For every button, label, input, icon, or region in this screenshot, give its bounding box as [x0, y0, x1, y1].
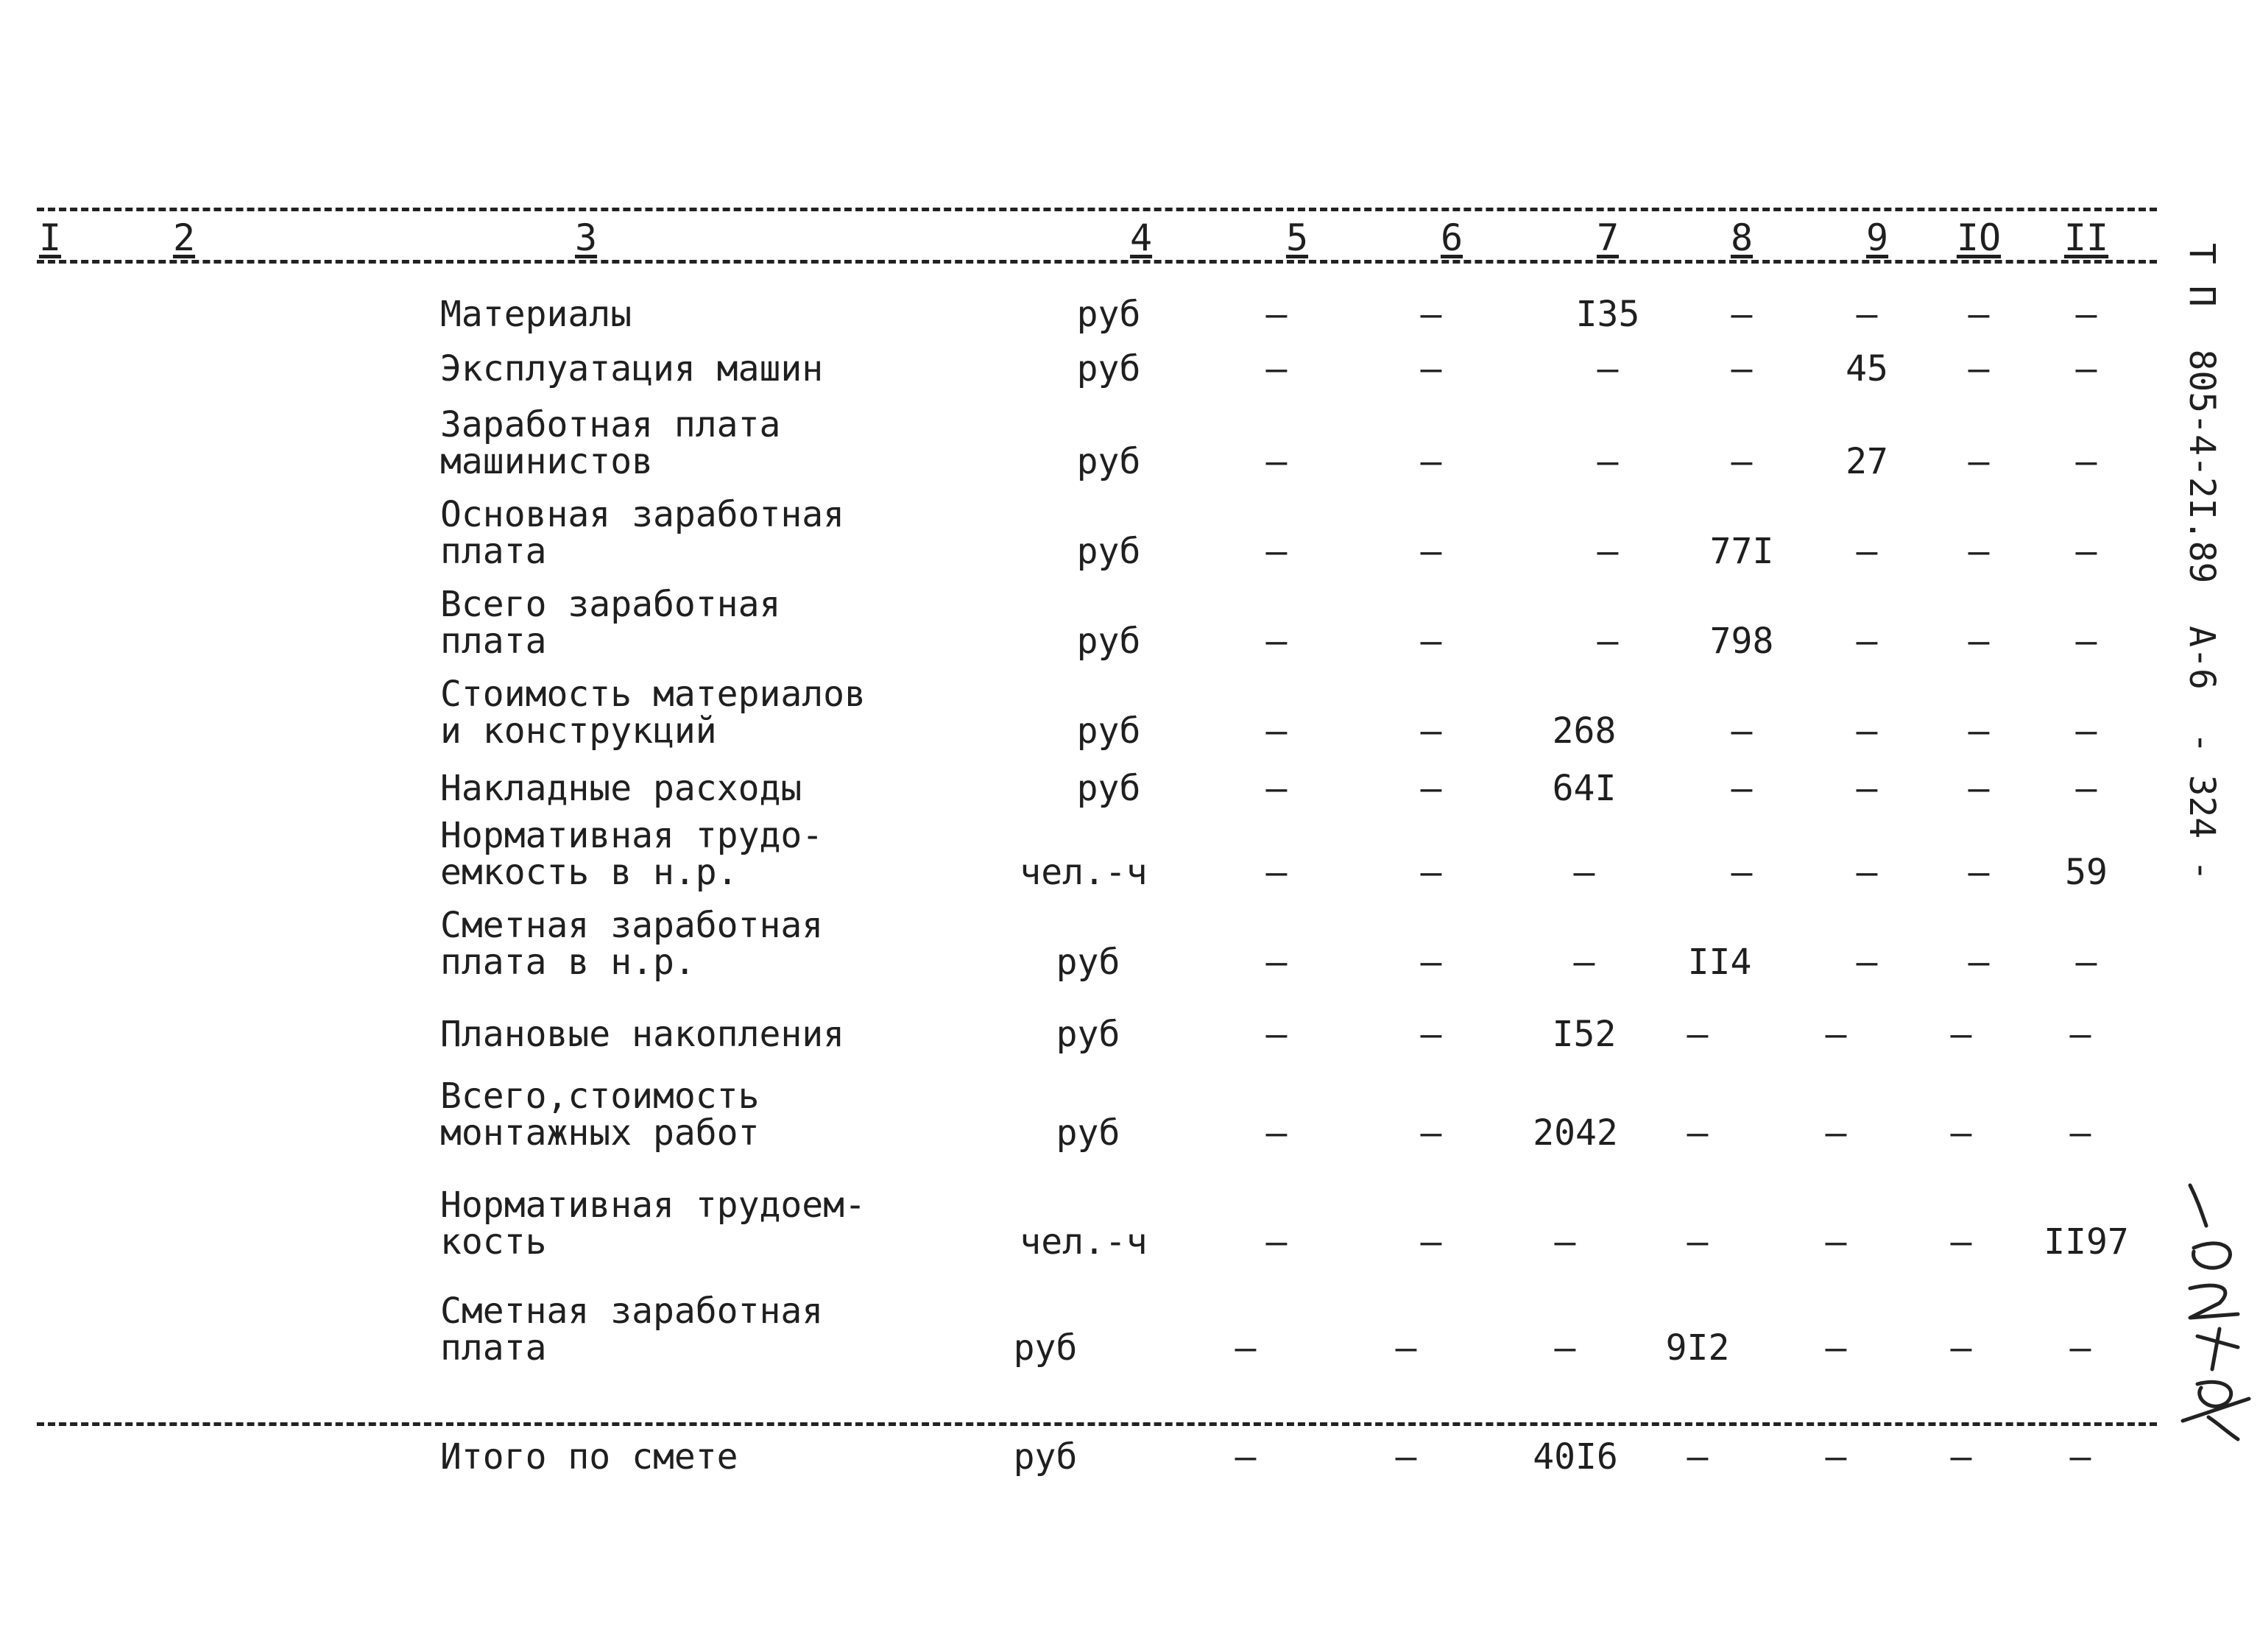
row-label-line: Заработная плата	[440, 404, 781, 445]
side-document-code: Т П 805-4-2I.89 А-6 - 324 -	[2181, 243, 2222, 881]
row-cell-col-10: –	[1968, 294, 1990, 335]
column-header-6: 6	[1440, 216, 1463, 259]
row-cell-col-11: –	[2075, 294, 2097, 335]
row-cell-col-6: –	[1420, 942, 1442, 983]
total-label: Итого по смете	[440, 1436, 738, 1478]
row-label	[440, 817, 823, 891]
row-cell-col-7: 64I	[1552, 768, 1617, 809]
row-cell-col-11: –	[2075, 531, 2097, 572]
row-label	[440, 1291, 824, 1369]
row-cell-col-5: –	[1265, 621, 1288, 662]
column-header-8: 8	[1730, 216, 1754, 259]
row-cell-col-6: –	[1420, 768, 1442, 809]
row-label-line: плата в н.р.	[440, 942, 696, 983]
row-label-line: Стоимость материалов	[440, 674, 866, 715]
row-cell-col-5: –	[1265, 1014, 1288, 1055]
row-cell-col-7: –	[1573, 942, 1595, 983]
column-header-4: 4	[1129, 216, 1153, 259]
row-cell-col-9: –	[1825, 1221, 1847, 1263]
row-label-line: Всего заработная	[440, 584, 781, 625]
row-cell-col-6: –	[1420, 621, 1442, 662]
column-header-5: 5	[1285, 216, 1309, 259]
row-cell-col-7: 2042	[1533, 1112, 1618, 1154]
row-cell-col-10: –	[1968, 710, 1990, 752]
column-header-9: 9	[1865, 216, 1889, 259]
row-cell-col-5: –	[1235, 1327, 1257, 1369]
row-unit: руб	[1056, 1014, 1120, 1055]
row-label-line: Накладные расходы	[440, 768, 802, 809]
row-cell-col-9: –	[1856, 621, 1878, 662]
row-cell-col-10: –	[1968, 441, 1990, 482]
row-cell-col-8: II4	[1687, 942, 1752, 983]
row-cell-col-11: II97	[2044, 1221, 2129, 1263]
row-label-line: Эксплуатация машин	[440, 348, 824, 389]
row-cell-col-10: –	[1950, 1221, 1972, 1263]
row-cell-col-8: 77I	[1709, 531, 1774, 572]
row-unit: чел.-ч	[1020, 1221, 1148, 1263]
column-header-11: II	[2063, 216, 2109, 259]
row-cell-col-6: –	[1395, 1327, 1417, 1369]
row-cell-col-8: –	[1731, 348, 1753, 389]
row-cell-col-9: 27	[1846, 441, 1888, 482]
row-cell-col-11: –	[2069, 1014, 2091, 1055]
total-unit: руб	[1013, 1436, 1078, 1478]
row-label	[440, 770, 802, 807]
row-unit: руб	[1076, 348, 1141, 389]
row-cell-col-11: –	[2075, 942, 2097, 983]
row-cell-col-8: –	[1731, 768, 1753, 809]
row-cell-col-8: –	[1731, 441, 1753, 482]
column-header-3: 3	[574, 216, 598, 259]
row-unit: руб	[1076, 441, 1141, 482]
row-cell-col-5: –	[1265, 441, 1288, 482]
row-cell-col-10: –	[1968, 942, 1990, 983]
row-cell-col-9: –	[1856, 294, 1878, 335]
row-cell-col-7: –	[1597, 531, 1619, 572]
row-cell-col-6: –	[1420, 441, 1442, 482]
row-unit: руб	[1076, 294, 1141, 335]
row-cell-col-5: –	[1265, 348, 1288, 389]
row-cell-col-9: –	[1856, 531, 1878, 572]
row-cell-col-8: –	[1687, 1221, 1709, 1263]
row-cell-col-10: –	[1968, 768, 1990, 809]
row-cell-col-5: –	[1265, 294, 1288, 335]
row-cell-col-6: –	[1420, 294, 1442, 335]
row-unit: руб	[1076, 531, 1141, 572]
row-cell-col-6: –	[1420, 1112, 1442, 1154]
column-header-1: I	[38, 216, 62, 259]
row-cell-col-7: –	[1597, 441, 1619, 482]
row-label-line: Всего,стоимость	[440, 1076, 760, 1117]
row-label-line: Сметная заработная	[440, 1291, 824, 1332]
row-cell-col-11: –	[2075, 441, 2097, 482]
total-cell-col-7: 40I6	[1533, 1436, 1618, 1478]
row-label	[440, 907, 823, 981]
row-cell-col-9: –	[1856, 768, 1878, 809]
row-unit: руб	[1076, 710, 1141, 752]
row-cell-col-5: –	[1265, 1221, 1288, 1263]
total-cell-col-8: –	[1687, 1436, 1709, 1478]
row-label-line: кость	[440, 1221, 547, 1263]
row-cell-col-7: –	[1554, 1327, 1576, 1369]
row-label-line: Материалы	[440, 294, 632, 335]
row-cell-col-9: –	[1825, 1014, 1847, 1055]
header-top-rule	[37, 208, 2157, 211]
row-label-line: плата	[440, 1327, 547, 1369]
row-cell-col-11: –	[2069, 1327, 2091, 1369]
row-label	[440, 1185, 866, 1263]
row-cell-col-6: –	[1420, 531, 1442, 572]
row-label-line: машинистов	[440, 441, 653, 482]
column-header-2: 2	[172, 216, 196, 259]
row-cell-col-8: –	[1731, 294, 1753, 335]
row-label	[440, 406, 780, 480]
row-unit: руб	[1056, 1112, 1120, 1154]
row-label-line: Сметная заработная	[440, 905, 824, 946]
total-cell-col-6: –	[1395, 1436, 1417, 1478]
row-cell-col-10: –	[1950, 1014, 1972, 1055]
row-cell-col-5: –	[1265, 1112, 1288, 1154]
total-cell-col-5: –	[1235, 1436, 1257, 1478]
row-cell-col-11: –	[2075, 710, 2097, 752]
row-cell-col-8: –	[1687, 1014, 1709, 1055]
total-cell-col-10: –	[1950, 1436, 1972, 1478]
row-unit: руб	[1076, 621, 1141, 662]
row-cell-col-10: –	[1950, 1112, 1972, 1154]
row-cell-col-9: 45	[1846, 348, 1888, 389]
row-label-line: и конструкций	[440, 710, 717, 752]
row-cell-col-7: –	[1573, 852, 1595, 893]
row-cell-col-10: –	[1968, 348, 1990, 389]
row-cell-col-9: –	[1856, 942, 1878, 983]
row-cell-col-5: –	[1265, 531, 1288, 572]
row-cell-col-5: –	[1265, 768, 1288, 809]
row-cell-col-5: –	[1265, 710, 1288, 752]
row-cell-col-5: –	[1265, 942, 1288, 983]
row-cell-col-8: 9I2	[1665, 1327, 1730, 1369]
row-label-line: плата	[440, 621, 547, 662]
row-cell-col-11: 59	[2065, 852, 2108, 893]
row-cell-col-8: –	[1687, 1112, 1709, 1154]
row-unit: руб	[1013, 1327, 1078, 1369]
row-label-line: плата	[440, 531, 547, 572]
row-unit: чел.-ч	[1020, 852, 1148, 893]
row-cell-col-6: –	[1420, 1014, 1442, 1055]
row-cell-col-8: –	[1731, 710, 1753, 752]
row-cell-col-7: I35	[1575, 294, 1640, 335]
row-cell-col-6: –	[1420, 348, 1442, 389]
row-label-line: Нормативная трудо-	[440, 815, 824, 856]
row-cell-col-11: –	[2075, 348, 2097, 389]
row-cell-col-7: –	[1597, 621, 1619, 662]
row-cell-col-5: –	[1265, 852, 1288, 893]
column-header-7: 7	[1596, 216, 1620, 259]
row-cell-col-7: –	[1597, 348, 1619, 389]
row-cell-col-6: –	[1420, 1221, 1442, 1263]
row-cell-col-9: –	[1856, 852, 1878, 893]
row-cell-col-11: –	[2075, 768, 2097, 809]
row-cell-col-10: –	[1968, 621, 1990, 662]
row-cell-col-11: –	[2069, 1112, 2091, 1154]
column-header-10: IO	[1956, 216, 2002, 259]
row-label	[440, 350, 823, 387]
row-cell-col-9: –	[1825, 1327, 1847, 1369]
handwritten-inventory-number	[2168, 1178, 2260, 1443]
row-cell-col-8: 798	[1709, 621, 1774, 662]
row-cell-col-10: –	[1968, 531, 1990, 572]
row-cell-col-10: –	[1950, 1327, 1972, 1369]
row-cell-col-7: –	[1554, 1221, 1576, 1263]
row-cell-col-8: –	[1731, 852, 1753, 893]
total-separator-rule	[37, 1422, 2157, 1426]
row-cell-col-6: –	[1420, 710, 1442, 752]
row-cell-col-6: –	[1420, 852, 1442, 893]
row-unit: руб	[1076, 768, 1141, 809]
row-label	[440, 586, 780, 660]
row-label	[440, 674, 866, 752]
row-label	[440, 296, 632, 333]
row-label	[440, 1076, 760, 1154]
total-cell-col-11: –	[2069, 1436, 2091, 1478]
row-label-line: монтажных работ	[440, 1112, 760, 1154]
row-cell-col-9: –	[1825, 1112, 1847, 1154]
row-cell-col-7: 268	[1552, 710, 1617, 752]
row-label-line: Плановые накопления	[440, 1014, 845, 1055]
row-cell-col-11: –	[2075, 621, 2097, 662]
row-cell-col-10: –	[1968, 852, 1990, 893]
row-label-line: емкость в н.р.	[440, 852, 738, 893]
row-cell-col-9: –	[1856, 710, 1878, 752]
row-unit: руб	[1056, 942, 1120, 983]
row-cell-col-7: I52	[1552, 1014, 1617, 1055]
total-cell-col-9: –	[1825, 1436, 1847, 1478]
header-bottom-rule	[37, 260, 2157, 264]
row-label-line: Нормативная трудоем-	[440, 1185, 866, 1226]
row-label-line: Основная заработная	[440, 494, 845, 535]
row-label	[440, 1016, 844, 1053]
row-label	[440, 496, 844, 570]
